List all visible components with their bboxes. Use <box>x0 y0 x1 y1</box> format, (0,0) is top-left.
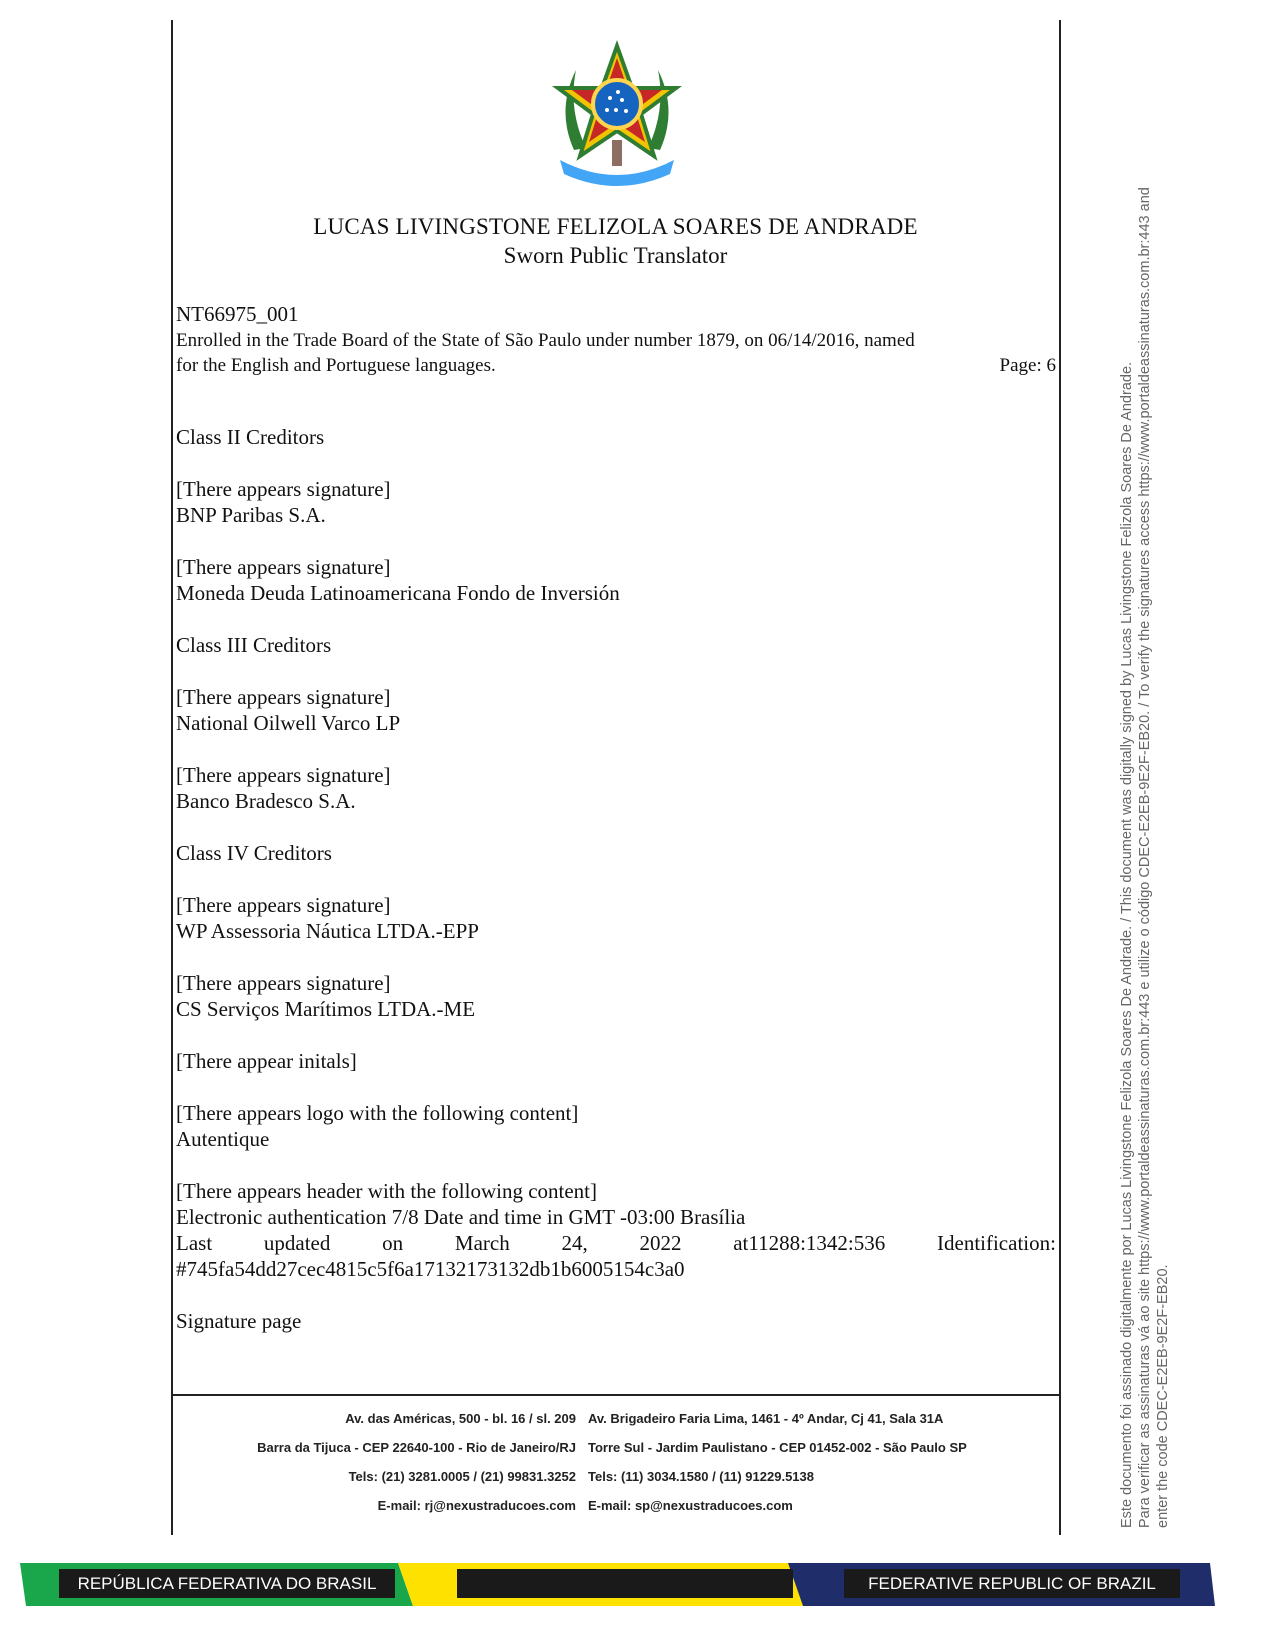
signature-note: [There appears signature] <box>176 555 391 579</box>
translator-name: LUCAS LIVINGSTONE FELIZOLA SOARES DE ANDRADE <box>313 214 918 239</box>
rj-address-line-1: Av. das Américas, 500 - bl. 16 / sl. 209 <box>345 1411 576 1426</box>
updated-word: Last <box>176 1231 213 1255</box>
sp-address-line-2: Torre Sul - Jardim Paulistano - CEP 01452-002 - São Paulo SP <box>588 1440 967 1455</box>
signatory-name: WP Assessoria Náutica LTDA.-EPP <box>176 919 479 943</box>
signature-note: [There appears signature] <box>176 971 391 995</box>
sp-phones: Tels: (11) 3034.1580 / (11) 91229.5138 <box>588 1469 814 1484</box>
updated-word: Identification: <box>937 1231 1056 1255</box>
signature-note: [There appears signature] <box>176 685 391 709</box>
signature-notice-line-2: Para verificar as assinaturas vá ao site https://www.portaldeassinaturas.com.br:443 e utilize o código CDEC-E2EB-9E2F-EB20. / To verify the signatures access https://www.portaldeassinaturas.com.br:443 and <box>1137 187 1153 1528</box>
logo-content: Autentique <box>176 1127 270 1151</box>
rj-phones: Tels: (21) 3281.0005 / (21) 99831.3252 <box>348 1469 576 1484</box>
translation-body <box>176 424 1056 1334</box>
signature-note: [There appears signature] <box>176 893 391 917</box>
updated-word: on <box>382 1231 404 1255</box>
flag-label-portuguese: REPÚBLICA FEDERATIVA DO BRASIL <box>59 1569 395 1598</box>
office-addresses <box>172 1404 1059 1520</box>
class-iii-heading: Class III Creditors <box>176 633 332 657</box>
flag-label-english: FEDERATIVE REPUBLIC OF BRAZIL <box>844 1569 1180 1598</box>
updated-word: 24, <box>561 1231 588 1255</box>
signature-notice-line-1: Este documento foi assinado digitalmente por Lucas Livingstone Felizola Soares De Andrade. / This document was digitally signed by Lucas Livingstone Felizola Soares De Andrade. <box>1119 361 1135 1528</box>
digital-signature-notice <box>1118 0 1172 1528</box>
class-iv-heading: Class IV Creditors <box>176 841 332 865</box>
initials-note: [There appear initals] <box>176 1049 357 1073</box>
signature-notice-line-3: enter the code CDEC-E2EB-9E2F-EB20. <box>1155 1264 1171 1528</box>
rj-email: E-mail: rj@nexustraducoes.com <box>377 1498 576 1513</box>
updated-word: March <box>454 1231 510 1255</box>
signature-page-label: Signature page <box>176 1309 302 1333</box>
updated-word: updated <box>263 1231 331 1255</box>
updated-word: at11288:1342:536 <box>733 1231 886 1255</box>
signatory-name: National Oilwell Varco LP <box>176 711 401 735</box>
sp-address-line-1: Av. Brigadeiro Faria Lima, 1461 - 4º Andar, Cj 41, Sala 31A <box>588 1411 944 1426</box>
updated-word: 2022 <box>639 1231 682 1255</box>
enrollment-line-2-row <box>176 353 1056 378</box>
authentication-line: Electronic authentication 7/8 Date and time in GMT -03:00 Brasília <box>176 1205 746 1229</box>
logo-note: [There appears logo with the following content] <box>176 1101 579 1125</box>
signatory-name: BNP Paribas S.A. <box>176 503 326 527</box>
rj-address-line-2: Barra da Tijuca - CEP 22640-100 - Rio de Janeiro/RJ <box>257 1440 576 1455</box>
right-margin-rule <box>1059 20 1061 1535</box>
signatory-name: CS Serviços Marítimos LTDA.-ME <box>176 997 476 1021</box>
class-ii-heading: Class II Creditors <box>176 425 325 449</box>
document-number: NT66975_001 <box>176 302 299 326</box>
footer-divider <box>171 1394 1061 1396</box>
flag-label-blank <box>457 1569 793 1598</box>
enrollment-line-2: for the English and Portuguese languages. <box>176 355 496 376</box>
signature-note: [There appears signature] <box>176 477 391 501</box>
signatory-name: Moneda Deuda Latinoamericana Fondo de Inversión <box>176 581 620 605</box>
enrollment-line-1: Enrolled in the Trade Board of the State of São Paulo under number 1879, on 06/14/2016, named <box>176 330 915 351</box>
header-note: [There appears header with the following content] <box>176 1179 597 1203</box>
identification-hash: #745fa54dd27cec4815c5f6a17132173132db1b6005154c3a0 <box>176 1257 685 1281</box>
enrollment-statement <box>176 328 1056 378</box>
page-number: Page: 6 <box>999 355 1056 376</box>
sp-email: E-mail: sp@nexustraducoes.com <box>588 1498 793 1513</box>
coat-of-arms-seal <box>546 40 688 190</box>
signature-note: [There appears signature] <box>176 763 391 787</box>
signatory-name: Banco Bradesco S.A. <box>176 789 356 813</box>
last-updated-line <box>176 1230 1056 1256</box>
translator-role: Sworn Public Translator <box>503 243 728 268</box>
